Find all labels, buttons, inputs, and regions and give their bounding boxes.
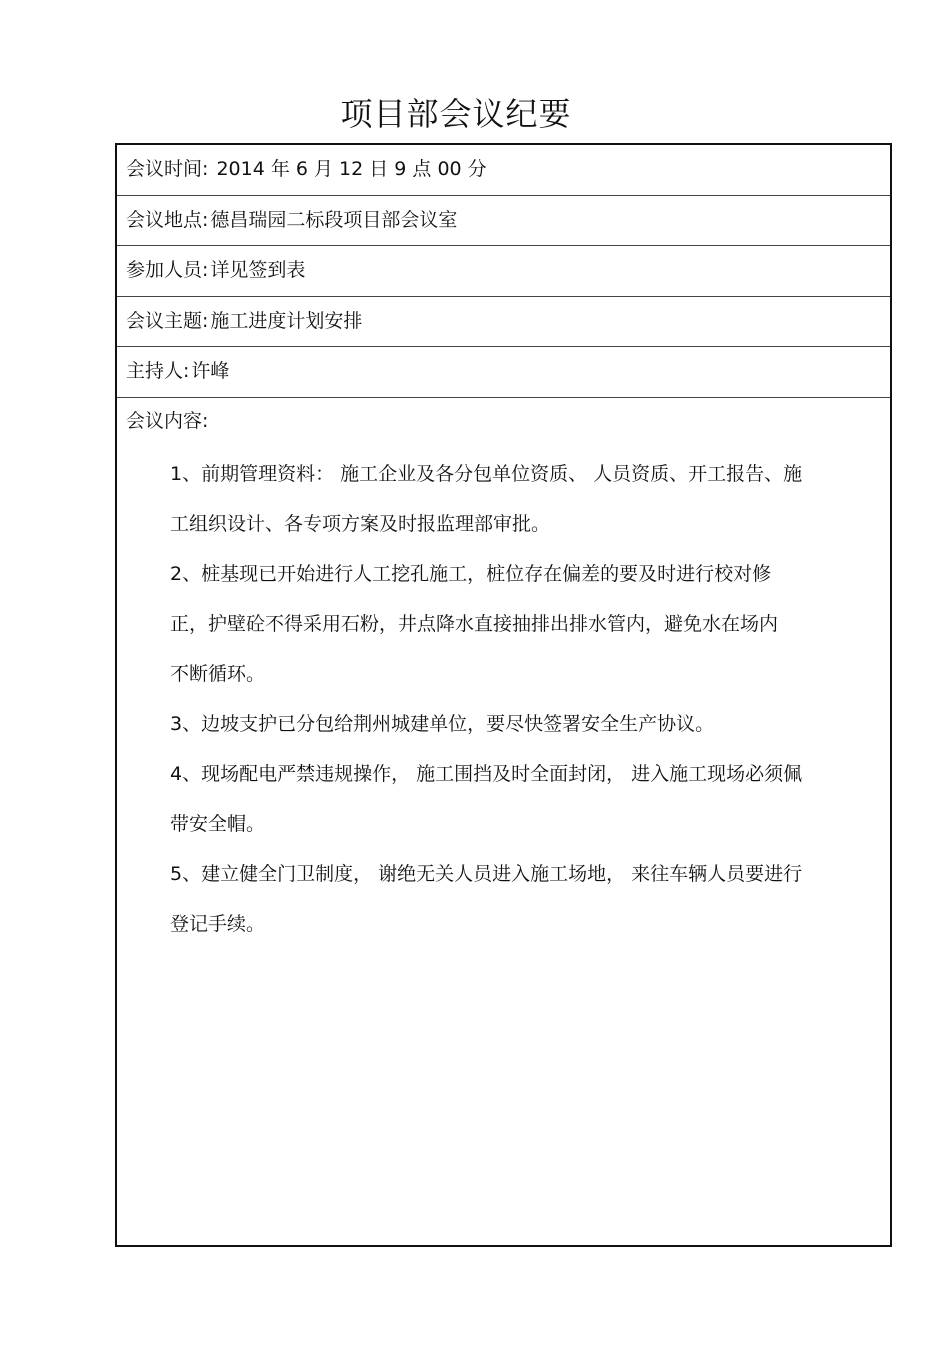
- meeting-location-value: 德昌瑞园二标段项目部会议室: [210, 209, 458, 231]
- attendees-row: [117, 246, 890, 297]
- attendees-label: 参加人员:: [126, 259, 209, 281]
- meeting-topic-label: 会议主题:: [126, 310, 209, 332]
- meeting-location-label: 会议地点:: [126, 209, 209, 231]
- document-title: 项目部会议纪要: [340, 95, 572, 133]
- attendees-value: 详见签到表: [210, 259, 306, 281]
- content-item: 1、前期管理资料： 施工企业及各分包单位资质、 人员资质、开工报告、施 工组织设计、各专项方案及时报监理部审批。: [170, 463, 803, 535]
- meeting-time-label: 会议时间:: [126, 158, 209, 180]
- meeting-topic-row: [117, 297, 890, 347]
- minutes-form: [115, 143, 892, 1247]
- meeting-content-list: [170, 449, 882, 949]
- meeting-topic-value: 施工进度计划安排: [210, 310, 363, 332]
- content-item: 4、现场配电严禁违规操作， 施工围挡及时全面封闭， 进入施工现场必须佩 带安全帽。: [170, 763, 803, 835]
- host-value: 许峰: [191, 360, 230, 382]
- meeting-content-label: 会议内容:: [126, 410, 209, 432]
- content-item: 3、边坡支护已分包给荆州城建单位，要尽快签署安全生产协议。: [170, 713, 715, 735]
- meeting-time-value: 2014 年 6 月 12 日 9 点 00 分: [210, 158, 487, 180]
- meeting-time-row: [117, 145, 890, 196]
- host-label: 主持人:: [126, 360, 190, 382]
- host-row: [117, 347, 890, 398]
- content-item: 5、建立健全门卫制度， 谢绝无关人员进入施工场地， 来往车辆人员要进行 登记手续。: [170, 863, 803, 935]
- meeting-location-row: [117, 196, 890, 246]
- content-item: 2、桩基现已开始进行人工挖孔施工，桩位存在偏差的要及时进行校对修 正，护壁砼不得采用石粉，井点降水直接抽排出排水管内，避免水在场内 不断循环。: [170, 563, 779, 685]
